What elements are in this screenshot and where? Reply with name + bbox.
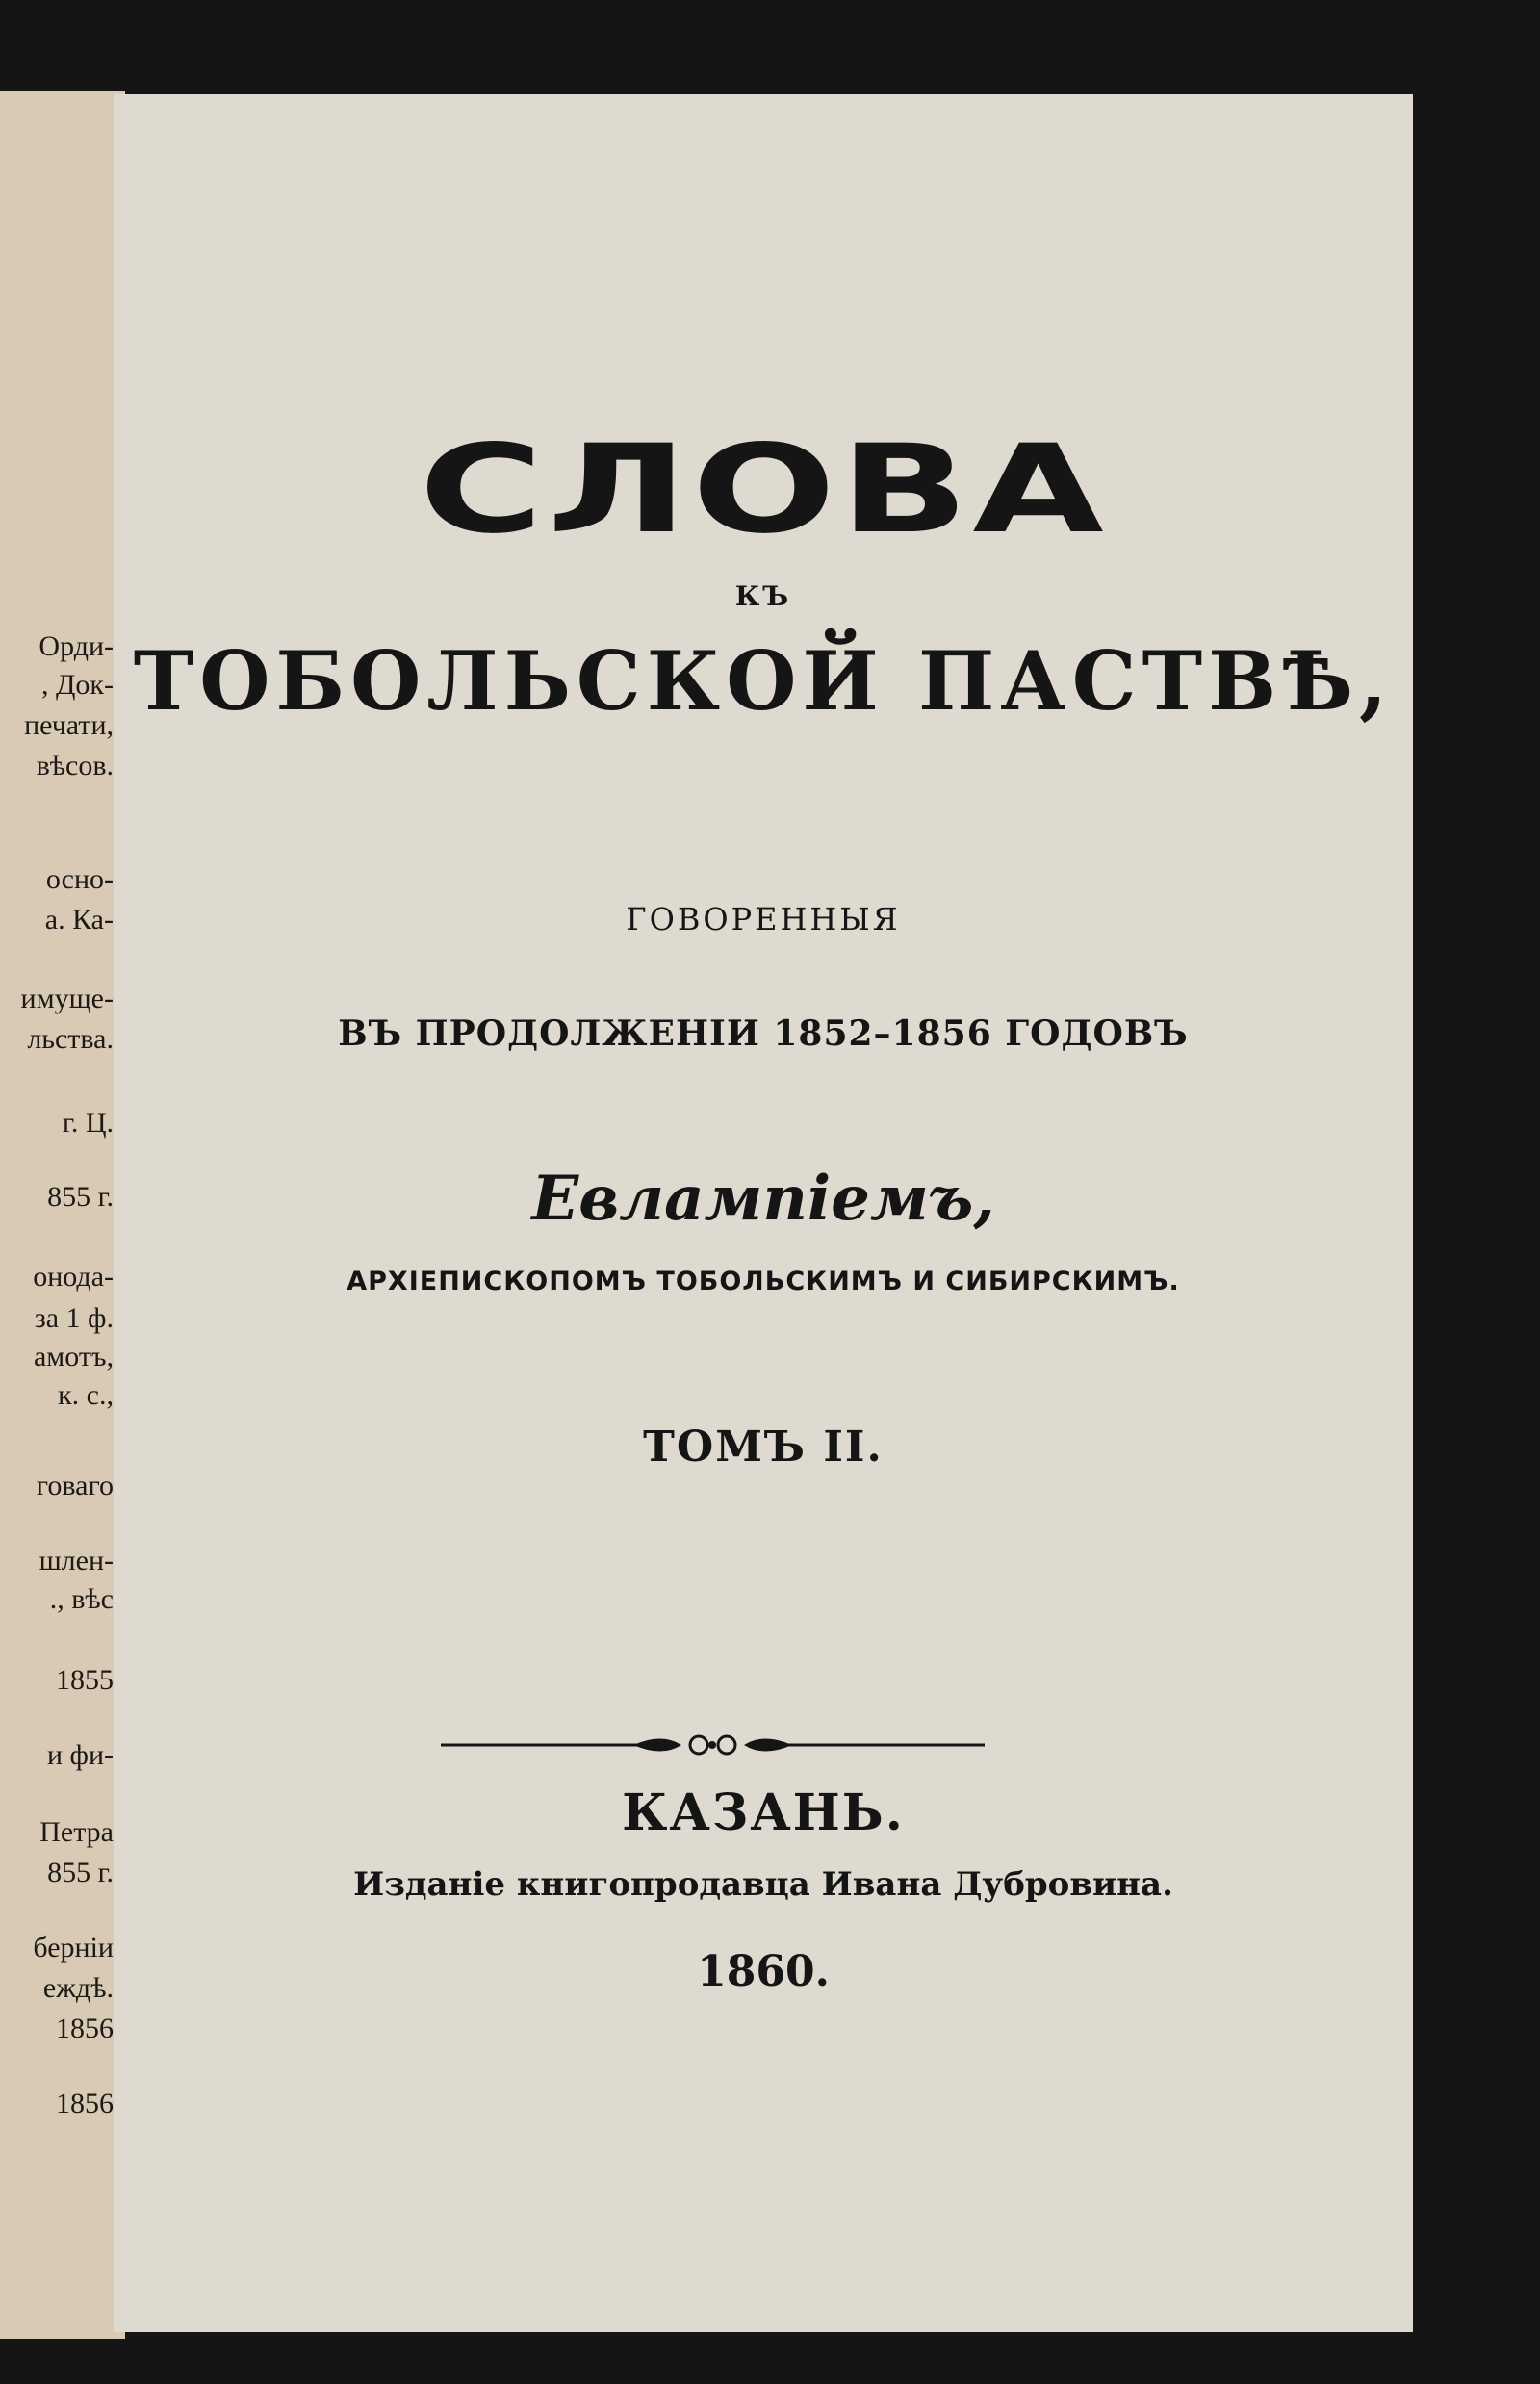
margin-fragment: еждѣ. <box>42 1972 114 2004</box>
preposition: КЪ <box>734 580 792 612</box>
margin-fragment: печати, <box>24 709 114 741</box>
margin-fragment: г. Ц. <box>62 1107 114 1139</box>
author-name: Евлампіемъ, <box>531 1163 995 1235</box>
margin-fragment: 1855 <box>56 1664 114 1696</box>
margin-fragment: ., вѣс <box>49 1583 114 1615</box>
margin-fragment: и фи- <box>46 1739 114 1771</box>
margin-fragment: 855 г. <box>47 1857 114 1888</box>
margin-fragment: Орди- <box>38 630 114 662</box>
adjacent-page-strip <box>0 91 125 2339</box>
margin-fragment: , Док- <box>40 669 114 701</box>
margin-fragment: шлен- <box>38 1545 114 1577</box>
title-page <box>114 94 1413 2332</box>
margin-fragment: 1856 <box>56 2012 114 2044</box>
margin-fragment: Петра <box>39 1816 114 1848</box>
ornamental-rule <box>441 1730 985 1759</box>
margin-fragment: осно- <box>45 863 114 895</box>
margin-fragment: 855 г. <box>47 1181 114 1213</box>
margin-fragment: а. Ка- <box>44 904 114 936</box>
margin-fragment: 1856 <box>56 2088 114 2119</box>
spoken-line: ГОВОРЕННЫЯ <box>626 901 901 937</box>
imprint-year: 1860. <box>697 1947 830 1996</box>
imprint-publisher: Изданіе книгопродавца Ивана Дубровина. <box>353 1865 1173 1904</box>
margin-fragment: вѣсов. <box>36 750 114 782</box>
addressee: ТОБОЛЬСКОЙ ПАСТВѢ, <box>133 633 1394 729</box>
volume-number: ТОМЪ II. <box>643 1423 884 1472</box>
margin-fragment: льства. <box>27 1023 114 1055</box>
margin-fragment: за 1 ф. <box>34 1302 114 1334</box>
author-rank: АРХІЕПИСКОПОМЪ ТОБОЛЬСКИМЪ И СИБИРСКИМЪ. <box>346 1267 1180 1296</box>
book-title: СЛОВА <box>419 418 1108 561</box>
margin-fragment: говаго <box>36 1470 114 1501</box>
imprint-city: КАЗАНЬ. <box>622 1783 905 1842</box>
margin-fragment: берніи <box>33 1932 114 1963</box>
margin-fragment: имуще- <box>20 983 114 1014</box>
margin-fragment: амотъ, <box>33 1341 114 1372</box>
margin-fragment: онода- <box>33 1261 114 1293</box>
margin-fragment: к. с., <box>58 1379 114 1411</box>
period-line: ВЪ ПРОДОЛЖЕНІИ 1852–1856 ГОДОВЪ <box>338 1013 1189 1054</box>
